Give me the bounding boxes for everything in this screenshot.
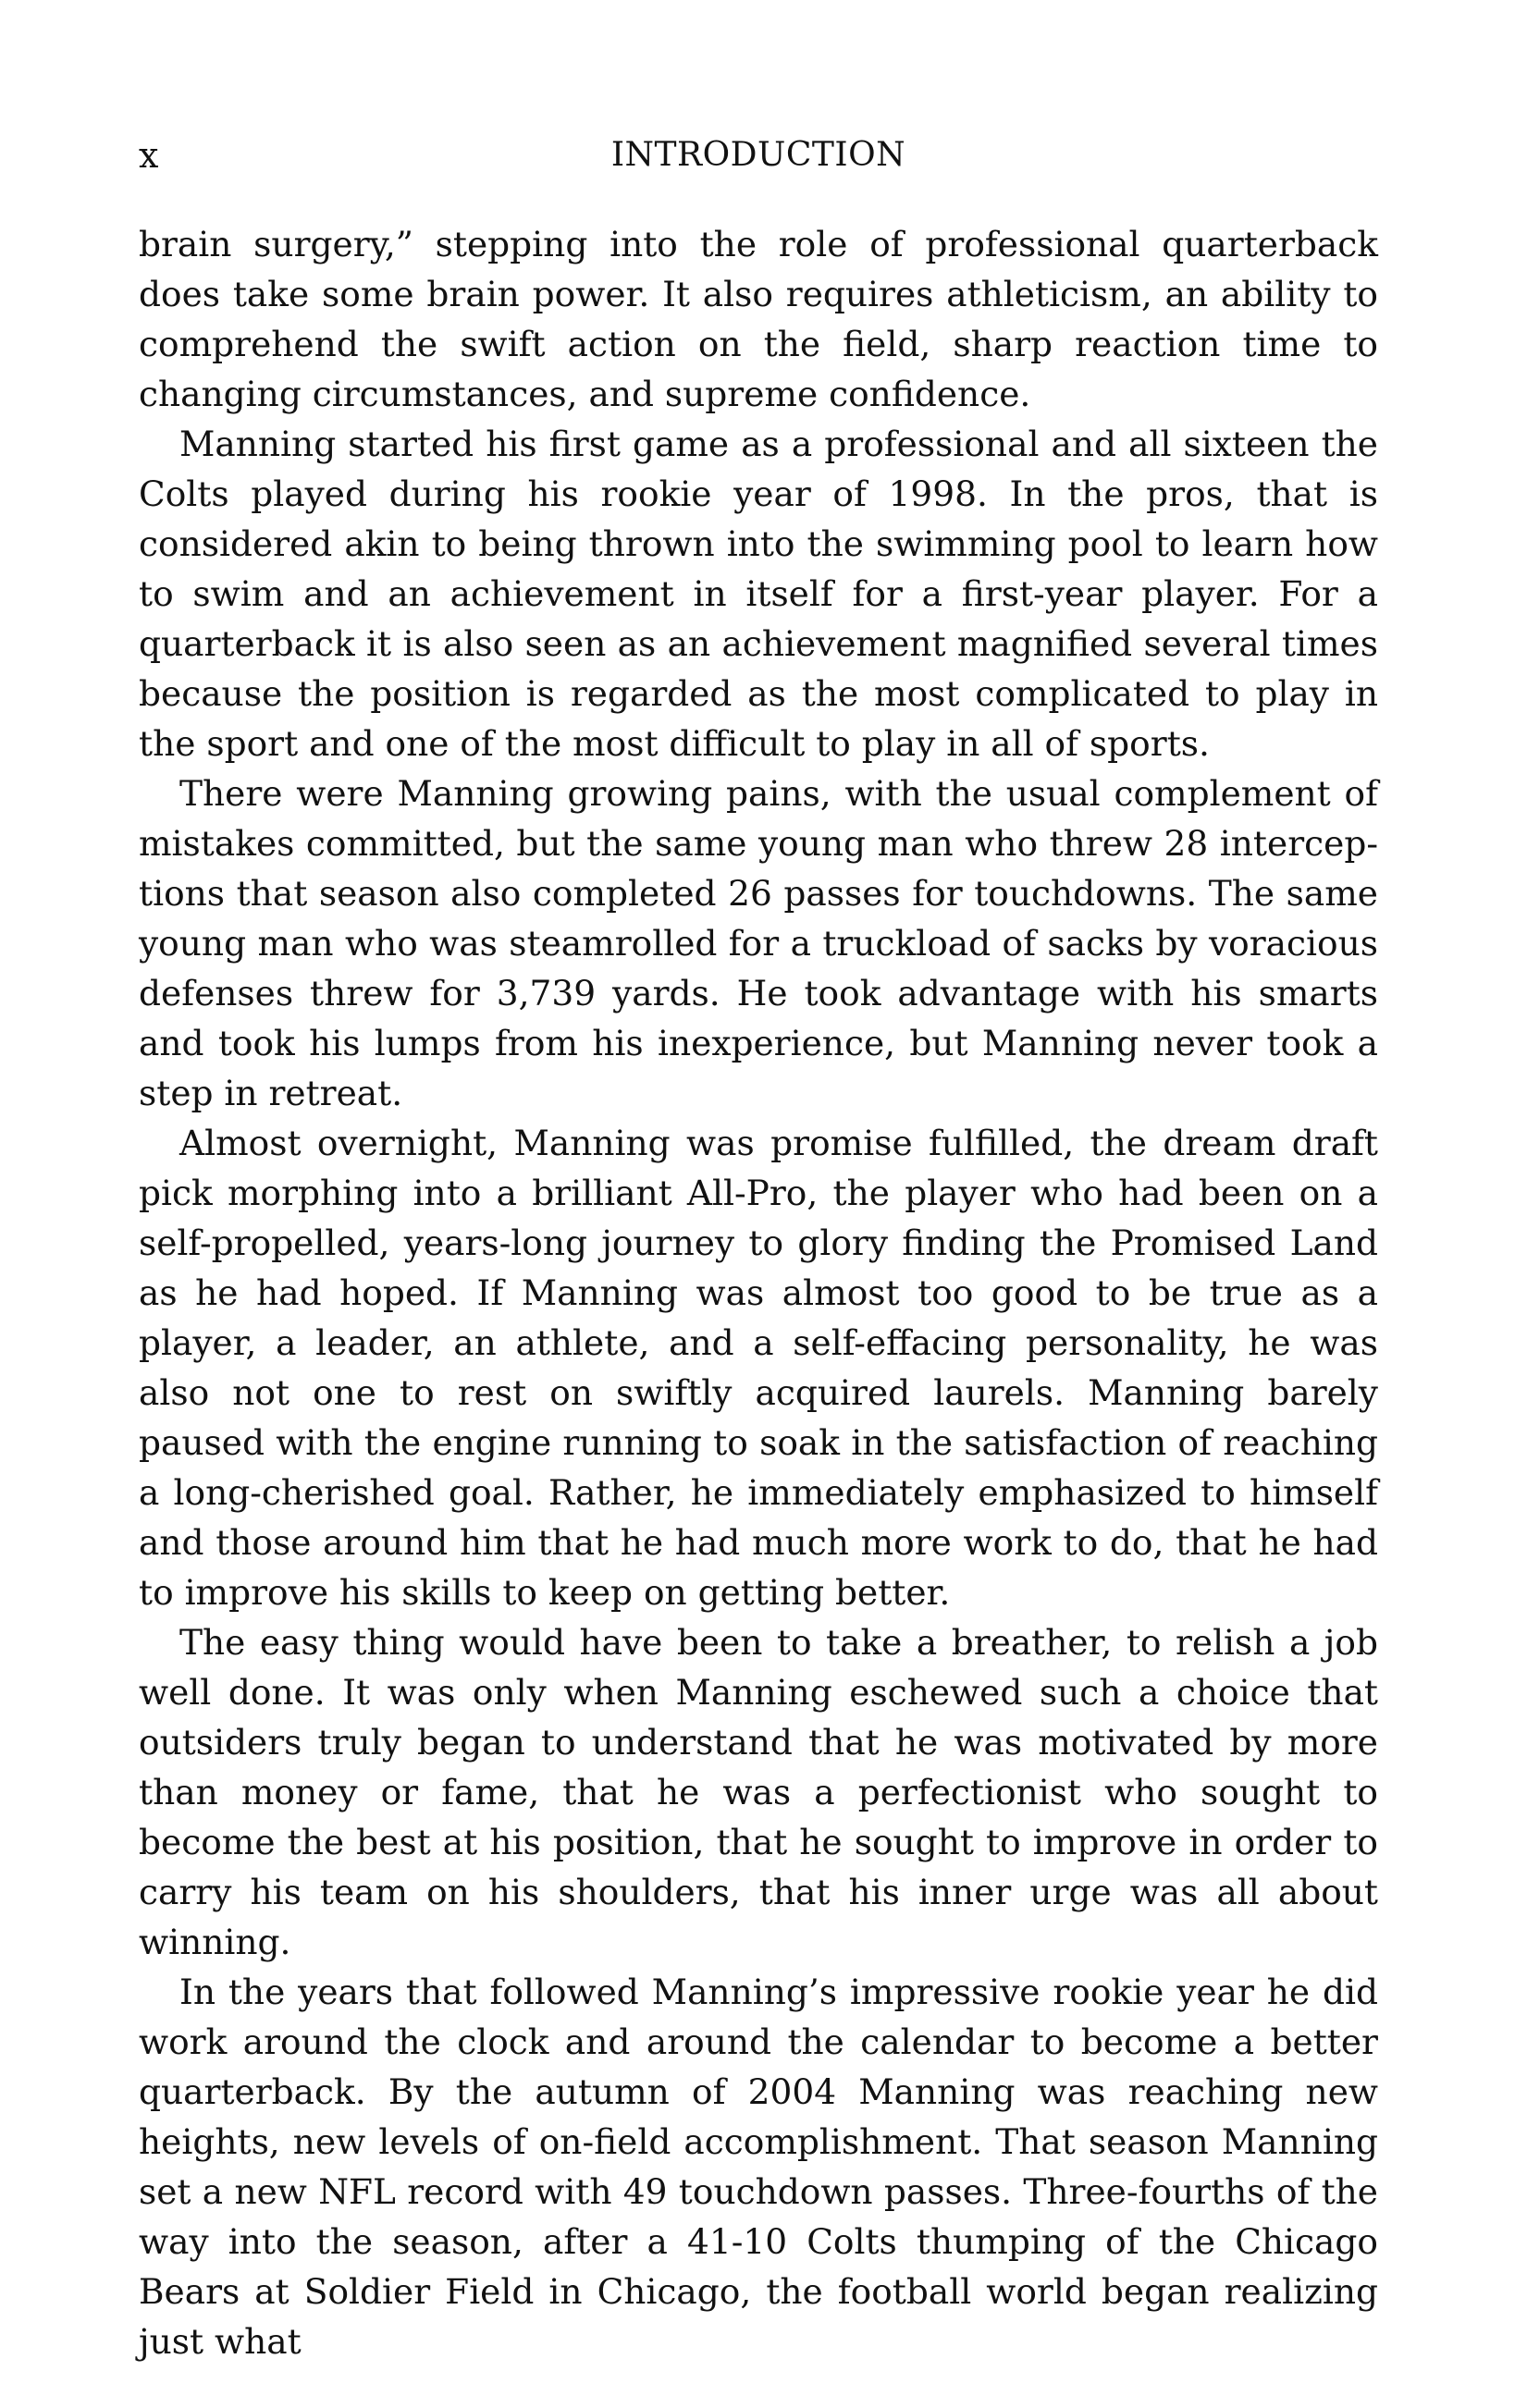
paragraph-continued: brain surgery,” stepping into the role of professional quarterback does take some brain power. It also requires athleticism, an ability to comprehend the swift action on the field, sharp reaction time to changing circumstances, and supreme confidence. bbox=[139, 224, 1378, 414]
chapter-title: INTRODUCTION bbox=[610, 136, 906, 174]
paragraph: In the years that followed Manning’s impressive rookie year he did work around the clock and around the calendar to become a better quarterback. By the autumn of 2004 Manning was reaching new heights, new levels of on-field accomplishment. That season Manning set a new NFL record with 49 touchdown passes. Three-fourths of the way into the season, after a 41-10 Colts thumping of the Chicago Bears at Soldier Field in Chicago, the football world began realizing just what bbox=[139, 1972, 1378, 2362]
paragraph: Almost overnight, Manning was promise fulfilled, the dream draft pick morphing into a brilliant All-Pro, the player who had been on a self-propelled, years-long journey to glory finding the Promised Land as he had hoped. If Manning was almost too good to be true as a player, a leader, an athlete, and a self-effacing personality, he was also not one to rest on swiftly acquired laurels. Manning barely paused with the engine running to soak in the satisfaction of reaching a long-cherished goal. Rather, he immediately emphasized to himself and those around him that he had much more work to do, that he had to improve his skills to keep on getting better. bbox=[139, 1123, 1378, 1613]
paragraph: Manning started his first game as a professional and all sixteen the Colts played during his rookie year of 1998. In the pros, that is considered akin to being thrown into the swimming pool to learn how to swim and an achievement in itself for a first-year player. For a quarterback it is also seen as an achievement magnified several times because the position is regarded as the most complicated to play in the sport and one of the most difficult to play in all of sports. bbox=[139, 424, 1378, 764]
page-number: x bbox=[139, 135, 159, 176]
paragraph: The easy thing would have been to take a breather, to relish a job well done. It was only when Manning eschewed such a choice that outsiders truly began to understand that he was motivated by more than money or fame, that he was a perfectionist who sought to become the best at his position, that he sought to improve in order to carry his team on his shoulders, that his inner urge was all about winning. bbox=[139, 1622, 1378, 1962]
running-head bbox=[139, 128, 1378, 183]
paragraph: There were Manning growing pains, with the usual complement of mistakes committed, but the same young man who threw 28 interceptions that season also completed 26 passes for touchdowns. The same young man who was steamrolled for a truckload of sacks by voracious defenses threw for 3,739 yards. He took advantage with his smarts and took his lumps from his inexperience, but Manning never took a step in retreat. bbox=[139, 773, 1378, 1113]
body-text bbox=[139, 219, 1378, 2366]
